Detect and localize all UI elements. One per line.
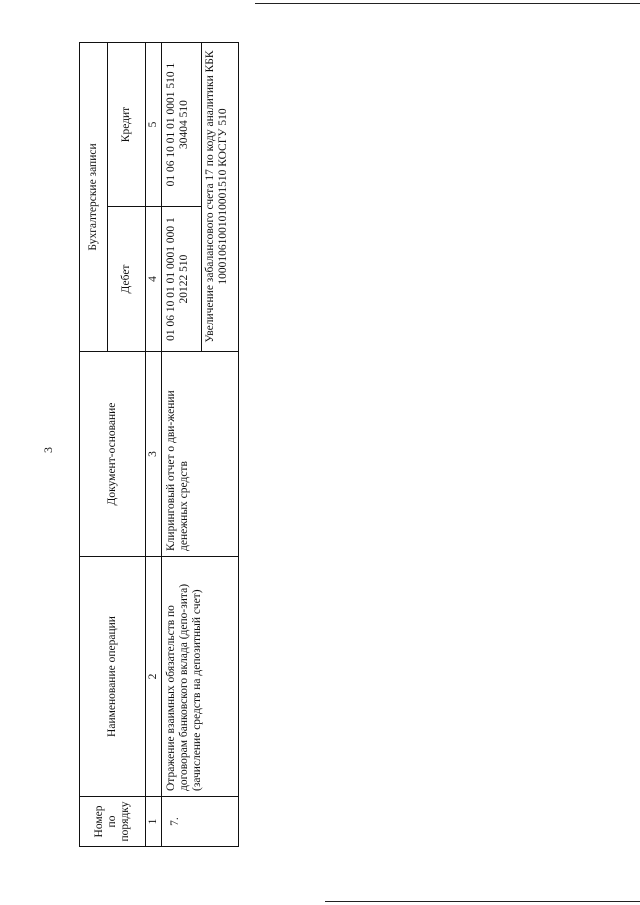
column-number-5: 5: [147, 121, 159, 128]
column-number-1: 1: [147, 818, 159, 825]
row-debit: 01 06 10 01 01 0001 000 1 20122 510: [165, 217, 190, 341]
column-number-4: 4: [147, 276, 159, 282]
header-debit: Дебет: [120, 264, 132, 294]
header-credit: Кредит: [120, 106, 132, 143]
header-document: Документ-основание: [106, 402, 118, 506]
column-number-2: 2: [147, 673, 159, 680]
accounting-table: [79, 42, 239, 847]
row-credit: 01 06 10 01 01 0001 510 1 30404 510: [165, 62, 190, 187]
page-number: 3: [41, 447, 55, 453]
row-note: Увеличение забалансового счета 17 по коду аналитики КБК 10001061001010001510 КОСГУ 510: [204, 50, 229, 343]
header-accounting-entries: Бухгалтерские записи: [87, 143, 99, 251]
top-edge-line: [255, 3, 640, 4]
header-number: Номер по порядку: [93, 801, 131, 842]
column-number-3: 3: [147, 451, 159, 457]
row-operation: Отражение взаимных обязательств по договорам банковского вклада (депо-зита) (зачисление средств на депозитный счет): [165, 583, 203, 791]
bottom-edge-line: [325, 901, 640, 902]
row-document: Клиринговый отчет о дви-жении денежных средств: [165, 390, 190, 551]
row-number: 7.: [169, 817, 181, 826]
header-operation: Наименование операции: [106, 616, 118, 737]
